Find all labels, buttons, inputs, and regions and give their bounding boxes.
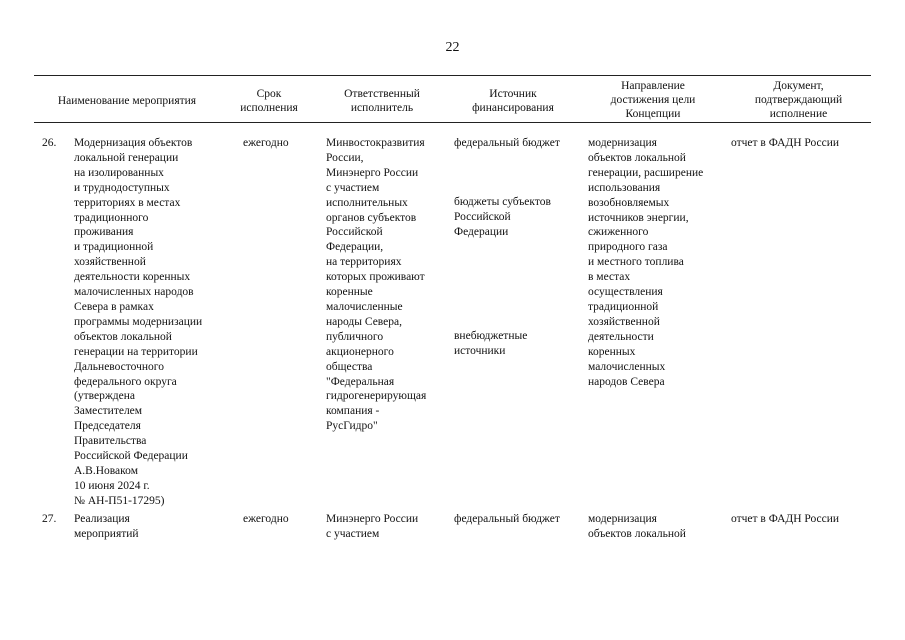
row-number: 27. (42, 513, 57, 525)
row-direction: модернизация объектов локальной генерации, расширение использования возобновляемых источников энергии, сжиженного природного газа и местного топлива в местах осуществления традиционной хозяйственной деятельности коренных малочисленных народов Севера (588, 137, 704, 388)
row-responsible: Минэнерго России с участием (326, 513, 419, 540)
header-name: Наименование мероприятия (57, 95, 197, 107)
row-direction: модернизация объектов локальной (588, 513, 686, 540)
header-document: Документ, подтверждающий исполнение (754, 80, 843, 120)
row-funding-extrabudgetary: внебюджетные источники (454, 330, 528, 357)
row-deadline: ежегодно (243, 137, 289, 149)
row-document: отчет в ФАДН России (731, 137, 840, 149)
header-top-rule (34, 75, 871, 76)
row-name: Реализация мероприятий (74, 513, 139, 540)
row-funding-regional: бюджеты субъектов Российской Федерации (454, 196, 551, 238)
header-bottom-rule (34, 122, 871, 123)
row-responsible: Минвостокразвития России, Минэнерго России с участием исполнительных органов субъектов Российской Федерации, на территориях которых проживают коренные малочисленные народы Севера, публичного акционерного общества "Федеральная гидрогенерирующая компания - РусГидро" (326, 137, 427, 433)
header-responsible: Ответственный исполнитель (344, 88, 420, 114)
row-funding-federal: федеральный бюджет (454, 137, 560, 149)
header-deadline: Срок исполнения (240, 88, 298, 114)
row-name: Модернизация объектов локальной генерации на изолированных и труднодоступных территориях в местах традиционного проживания и традиционной хозяйственной деятельности коренных малочисленных народов Севера в рамках программы модернизации объектов локальной генерации на территории Дальневосточного федерального округа (утверждена Заместителем Председателя Правительства Российской Федерации А.В.Новаком 10 июня 2024 г. № АН-П51-17295) (74, 137, 203, 507)
row-document: отчет в ФАДН России (731, 513, 840, 525)
row-number: 26. (42, 137, 57, 149)
row-funding-federal: федеральный бюджет (454, 513, 560, 525)
header-direction: Направление достижения цели Концепции (610, 80, 696, 120)
page-number: 22 (445, 40, 460, 55)
row-deadline: ежегодно (243, 513, 289, 525)
header-funding: Источник финансирования (472, 88, 554, 114)
